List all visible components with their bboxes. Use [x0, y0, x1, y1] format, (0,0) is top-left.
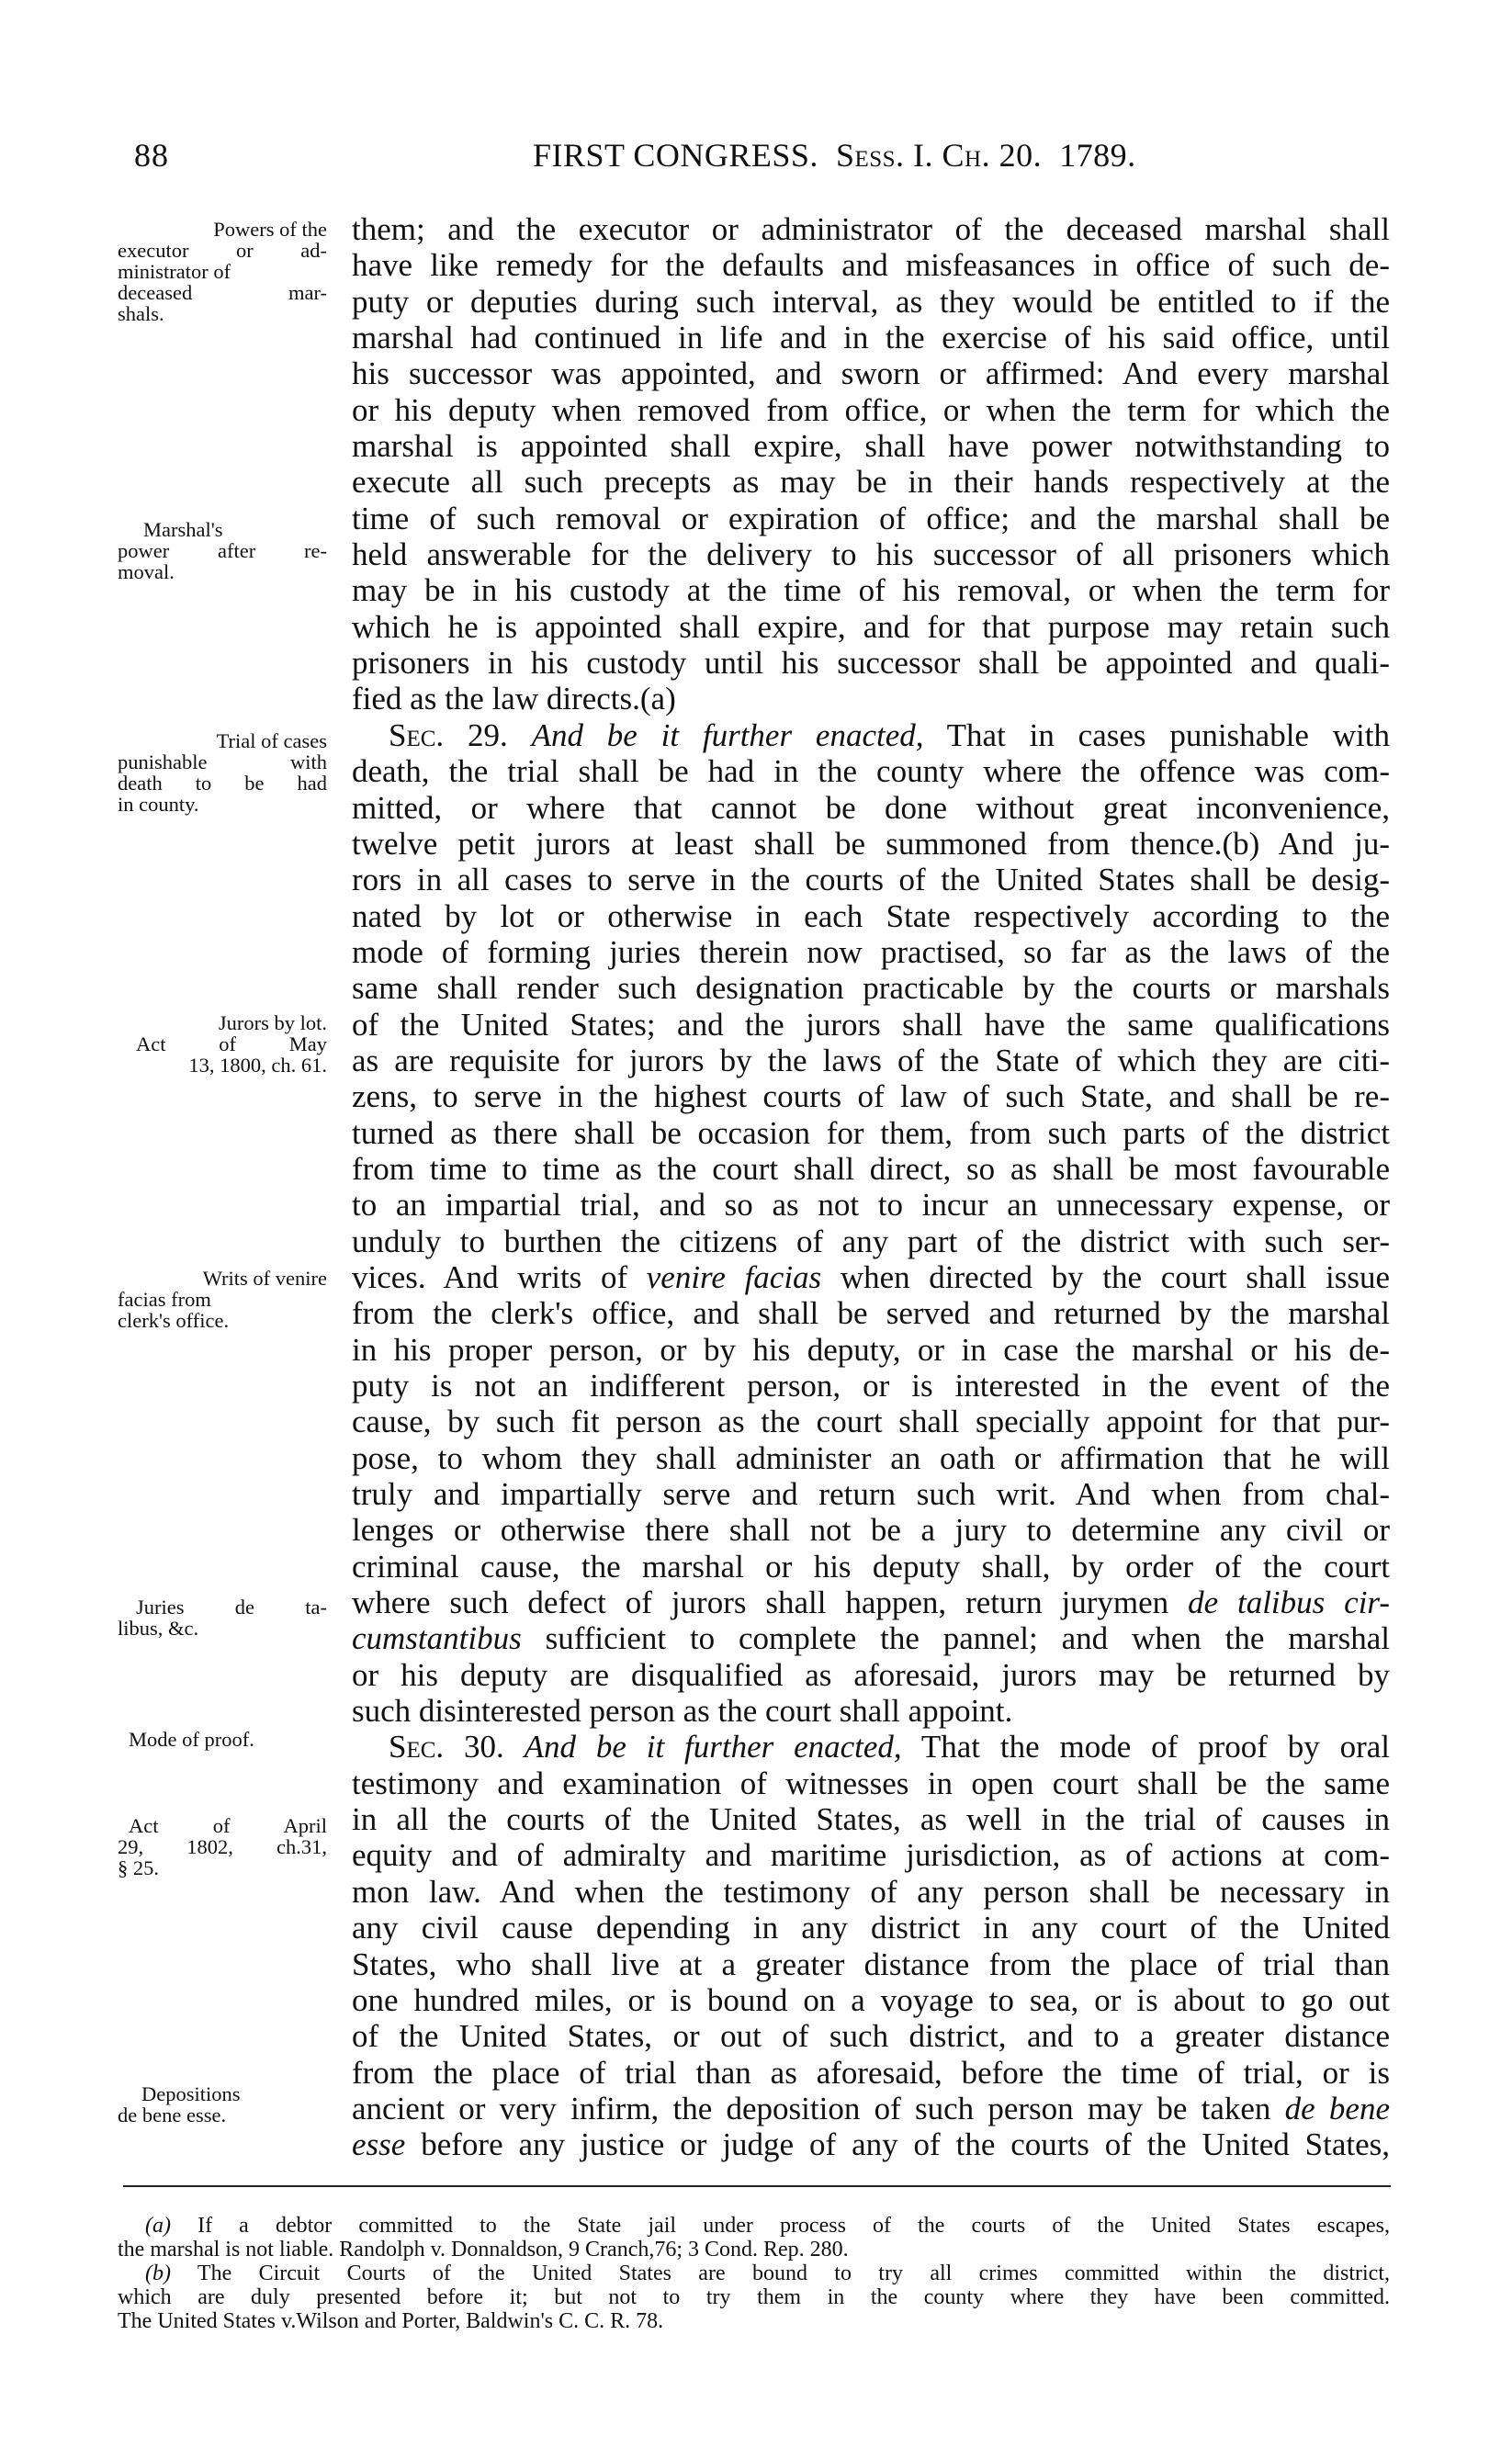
page-number: 88 [134, 137, 169, 174]
text-line: same shall render such designation practicable by the courts or marshals [352, 970, 1390, 1007]
text-line: marshal had continued in life and in the exercise of his said office, until [352, 320, 1390, 356]
margin-note-trial-of-cases [118, 730, 327, 815]
margin-note-line: § 25. [118, 1856, 159, 1879]
section-28-continuation [352, 211, 1390, 717]
latin-term-esse: esse [352, 2126, 406, 2163]
text-line: death, the trial shall be had in the county where the offence was com- [352, 753, 1390, 790]
text-line: puty is not an indifferent person, or is interested in the event of the [352, 1368, 1390, 1404]
text-line: to an impartial trial, and so as not to incur an unnecessary expense, or [352, 1187, 1390, 1224]
text-line [352, 2126, 1390, 2162]
text-line: from time to time as the court shall direct, so as shall be most favourable [352, 1150, 1390, 1187]
text-fragment: before any justice or judge of any of the courts of the United States, [421, 2126, 1391, 2163]
footnote-marker: (b) [145, 2262, 171, 2285]
section-30-label: Sec. 30. [389, 1729, 504, 1765]
latin-term-circumstantibus: cumstantibus [352, 1620, 522, 1657]
margin-note-line: deceased mar- [118, 281, 327, 304]
text-line: mon law. And when the testimony of any person shall be necessary in [352, 1873, 1390, 1910]
margin-note-line: libus, &c. [118, 1617, 199, 1640]
margin-note-line: shals. [118, 302, 164, 325]
margin-note-line: 13, 1800, ch. 61. [188, 1054, 327, 1077]
text-fragment: when directed by the court shall issue [840, 1258, 1391, 1295]
margin-note-line: facias from [118, 1288, 211, 1311]
text-line: one hundred miles, or is bound on a voyage to sea, or is about to go out [352, 1981, 1390, 2018]
text-line: prisoners in his custody until his successor shall be appointed and quali- [352, 645, 1390, 682]
margin-note-line: death to be had [118, 772, 327, 795]
text-fragment: sufficient to complete the pannel; and when the marshal [545, 1620, 1391, 1657]
text-line: them; and the executor or administrator of the deceased marshal shall [352, 211, 1390, 247]
margin-note-line: Juries de ta- [136, 1596, 327, 1619]
text-line: as are requisite for jurors by the laws of the State of which they are citi- [352, 1042, 1390, 1078]
footnote-line [118, 2262, 1390, 2285]
margin-note-depositions [118, 2083, 327, 2126]
text-line: mode of forming juries therein now practised, so far as the laws of the [352, 933, 1390, 970]
text-line: turned as there shall be occasion for them, from such parts of the district [352, 1114, 1390, 1151]
text-line: or his deputy are disqualified as aforesaid, jurors may be returned by [352, 1656, 1390, 1693]
footnote-rule [123, 2185, 1391, 2187]
margin-note-line: moval. [118, 560, 175, 583]
text-line: execute all such precepts as may be in their hands respectively at the [352, 464, 1390, 501]
text-line: may be in his custody at the time of his removal, or when the term for [352, 572, 1390, 609]
margin-note-mode-of-proof [118, 1729, 327, 1750]
text-line: cause, by such fit person as the court shall specially appoint for that pur- [352, 1404, 1390, 1440]
text-fragment: That in cases punishable with [946, 716, 1390, 753]
margin-note-line: de bene esse. [118, 2104, 227, 2126]
margin-note-marshal-power [118, 519, 327, 582]
margin-note-line: Powers of the [213, 218, 327, 241]
margin-note-line: Trial of cases [216, 729, 327, 752]
text-fragment: where such defect of jurors shall happen, return jurymen [352, 1585, 1169, 1621]
footnote-line [118, 2214, 1390, 2238]
text-line: which he is appointed shall expire, and for that purpose may retain such [352, 608, 1390, 645]
text-line: criminal cause, the marshal or his deputy shall, by order of the court [352, 1548, 1390, 1585]
footnote-a [118, 2214, 1390, 2262]
section-30-heading-line [352, 1729, 1390, 1765]
margin-note-powers-executor [118, 219, 327, 324]
text-line: of the United States, or out of such district, and to a greater distance [352, 2018, 1390, 2055]
footnote-line: The United States v.Wilson and Porter, Baldwin's C. C. R. 78. [118, 2309, 664, 2333]
text-line: in his proper person, or by his deputy, or in case the marshal or his de- [352, 1331, 1390, 1368]
latin-term-de-talibus: de talibus cir- [1188, 1585, 1390, 1621]
text-line: testimony and examination of witnesses in open court shall be the same [352, 1765, 1390, 1801]
footnote-marker: (a) [145, 2214, 171, 2238]
text-line-footnote-ref-b: twelve petit jurors at least shall be summoned from thence.(b) And ju- [352, 825, 1390, 862]
margin-note-line: 29, 1802, ch.31, [118, 1835, 327, 1858]
section-29 [352, 717, 1390, 1730]
margin-note-line: executor or ad- [118, 239, 327, 262]
text-line: or his deputy when removed from office, or when the term for which the [352, 391, 1390, 428]
text-line: puty or deputies during such interval, as they would be entitled to if the [352, 283, 1390, 320]
text-fragment: That the mode of proof by oral [920, 1729, 1390, 1765]
text-line: mitted, or where that cannot be done without great inconvenience, [352, 789, 1390, 826]
text-line: nated by lot or otherwise in each State respectively according to the [352, 897, 1390, 934]
text-fragment: The Circuit Courts of the United States are bound to try all crimes committed within the district, [197, 2262, 1390, 2285]
text-line: from the clerk's office, and shall be served and returned by the marshal [352, 1295, 1390, 1332]
margin-note-line: in county. [118, 793, 199, 816]
margin-note-line: clerk's office. [118, 1309, 230, 1332]
section-30 [352, 1729, 1390, 2162]
text-line: from the place of trial than as aforesaid, before the time of trial, or is [352, 2054, 1390, 2091]
text-line: any civil cause depending in any district in any court of the United [352, 1910, 1390, 1946]
body-text [352, 211, 1390, 2163]
section-29-label: Sec. 29. [389, 716, 508, 753]
text-line: equity and of admiralty and maritime jurisdiction, as of actions at com- [352, 1837, 1390, 1874]
margin-note-jurors-by-lot [118, 1012, 327, 1076]
text-line: zens, to serve in the highest courts of law of such State, and shall be re- [352, 1078, 1390, 1115]
footnote-line: which are duly presented before it; but not to try them in the county where they have been committed. [118, 2285, 1390, 2309]
text-line [352, 1585, 1390, 1620]
footnotes [118, 2214, 1390, 2333]
margin-note-act-of-april [118, 1815, 327, 1878]
latin-term-de-bene: de bene [1284, 2090, 1391, 2126]
text-line: truly and impartially serve and return such writ. And when from chal- [352, 1476, 1390, 1513]
text-line: rors in all cases to serve in the courts of the United States shall be desig- [352, 862, 1390, 898]
text-line [352, 1620, 1390, 1656]
section-29-heading-line [352, 717, 1390, 753]
margin-note-line: Writs of venire [202, 1267, 327, 1290]
year-label: 1789. [1059, 137, 1136, 174]
running-title [533, 136, 1136, 175]
enacting-clause: And be it further enacted, [531, 716, 924, 753]
running-header [101, 136, 1405, 182]
latin-term-venire-facias: venire facias [646, 1258, 822, 1295]
margin-note-line: Mode of proof. [129, 1728, 254, 1751]
margin-note-line: Act of May [136, 1032, 327, 1055]
congress-title: FIRST CONGRESS. [533, 137, 818, 174]
margin-note-writs-of-venire [118, 1268, 327, 1331]
text-line: in all the courts of the United States, as well in the trial of causes in [352, 1801, 1390, 1838]
margin-note-line: ministrator of [118, 260, 231, 283]
text-line-footnote-ref-a: fied as the law directs.(a) [352, 681, 676, 717]
text-line: lenges or otherwise there shall not be a jury to determine any civil or [352, 1512, 1390, 1549]
footnote-line: the marshal is not liable. Randolph v. Donnaldson, 9 Cranch,76; 3 Cond. Rep. 280. [118, 2238, 849, 2262]
text-line: his successor was appointed, and sworn or affirmed: And every marshal [352, 355, 1390, 392]
text-line: have like remedy for the defaults and misfeasances in office of such de- [352, 247, 1390, 284]
text-line [352, 1259, 1390, 1295]
text-line: held answerable for the delivery to his successor of all prisoners which [352, 536, 1390, 573]
margin-note-line: Act of April [129, 1814, 327, 1837]
text-line: pose, to whom they shall administer an oath or affirmation that he will [352, 1439, 1390, 1476]
text-line: time of such removal or expiration of office; and the marshal shall be [352, 500, 1390, 536]
margin-note-line: Marshal's [143, 518, 223, 541]
margin-note-line: power after re- [118, 539, 327, 562]
enacting-clause: And be it further enacted, [524, 1729, 902, 1765]
text-line: such disinterested person as the court shall appoint. [352, 1693, 1013, 1730]
text-line: marshal is appointed shall expire, shall have power notwithstanding to [352, 428, 1390, 465]
margin-note-juries-de-talibus [118, 1596, 327, 1639]
text-line: States, who shall live at a greater distance from the place of trial than [352, 1946, 1390, 1982]
session-label: Sess. I. [835, 137, 934, 174]
text-fragment: vices. And writs of [352, 1258, 628, 1295]
text-line: unduly to burthen the citizens of any part of the district with such ser- [352, 1223, 1390, 1259]
margin-note-line: Jurors by lot. [218, 1011, 327, 1034]
margin-note-line: punishable with [118, 750, 327, 773]
text-line [352, 2091, 1390, 2126]
footnote-b [118, 2262, 1390, 2333]
text-fragment: If a debtor committed to the State jail under process of the courts of the United States escapes, [197, 2214, 1391, 2238]
text-fragment: ancient or very infirm, the deposition of such person may be taken [352, 2090, 1271, 2126]
chapter-label: Ch. 20. [942, 137, 1043, 174]
text-line: of the United States; and the jurors shall have the same qualifications [352, 1006, 1390, 1043]
margin-note-line: Depositions [141, 2082, 241, 2105]
